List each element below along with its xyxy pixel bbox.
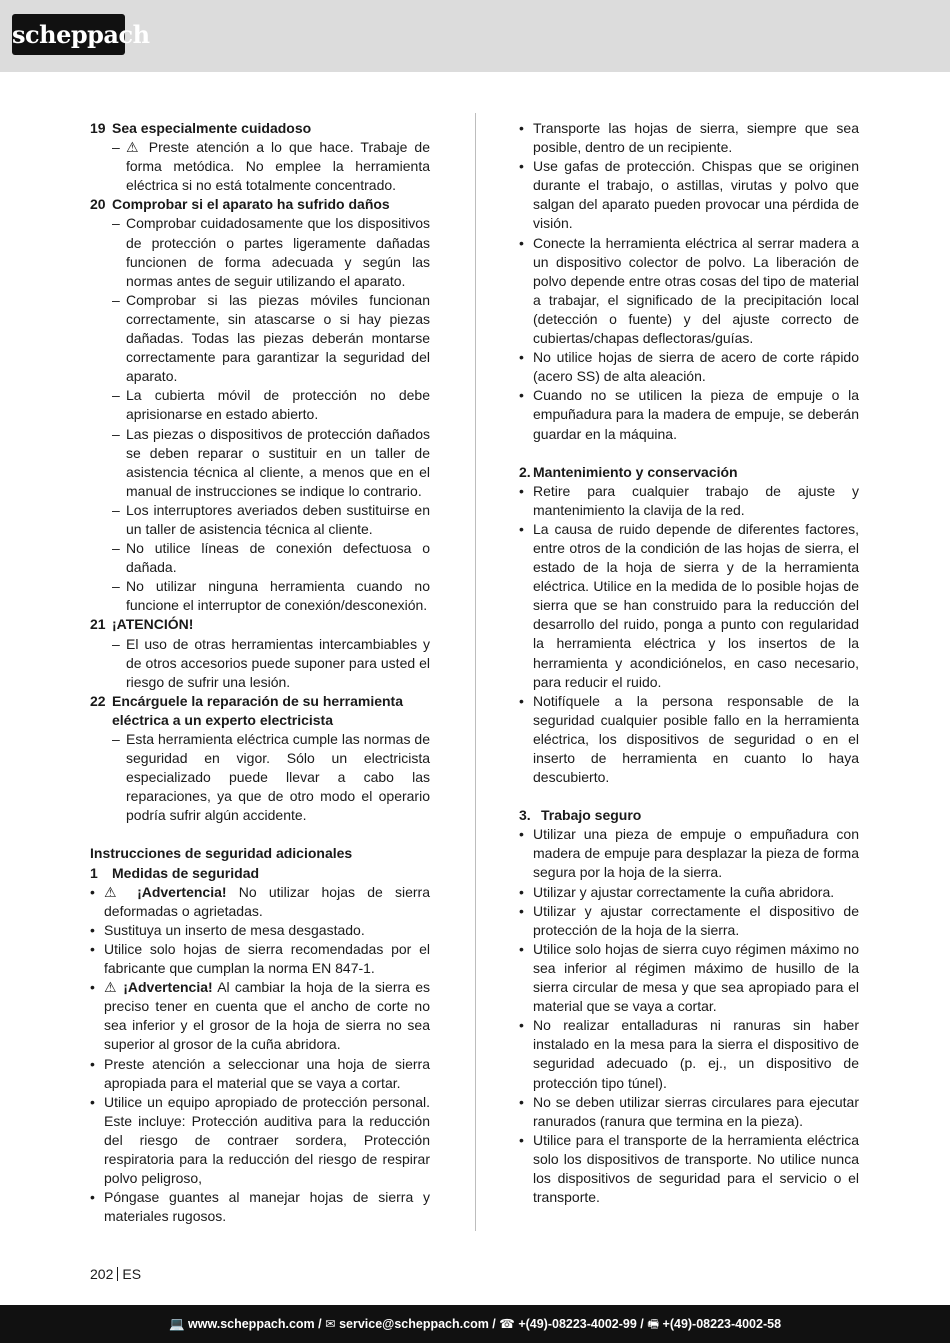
list-item: • Conecte la herramienta eléctrica al serrar madera a un dispositivo colector de polvo. La liberación de polvo depende entre otras cosas del tipo de material a trabajar, el significado de la precipitación local (detección o fuente) y del ajuste correcto de cubiertas/chapas deflectoras/guías.: [519, 234, 859, 347]
section-20-heading: 20 Comprobar si el aparato ha sufrido daños: [90, 196, 390, 213]
list-item: • No se deben utilizar sierras circulares para ejecutar ranurados (ranura que termina en la pieza).: [519, 1093, 859, 1129]
fax-number: +(49)-08223-4002-58: [662, 1317, 782, 1331]
section-1-heading: 1 Medidas de seguridad: [90, 864, 260, 881]
phone-number: +(49)-08223-4002-99: [518, 1317, 637, 1331]
scheppach-logo: scheppach: [12, 14, 125, 55]
section-19-heading: 19 Sea especialmente cuidadoso: [90, 120, 312, 136]
list-item: – No utilizar ninguna herramienta cuando no funcione el interruptor de conexión/desconexión.: [112, 578, 430, 614]
list-item: – ⚠ Preste atención a lo que hace. Trabaje de forma metódica. No emplee la herramienta eléctrica si no está totalmente concentrado.: [112, 139, 430, 194]
computer-icon: 💻: [168, 1317, 185, 1331]
list-item: – Comprobar si las piezas móviles funcionan correctamente, sin atascarse o si hay piezas dañadas. Todas las piezas deberán montarse correctamente para garantizar la seguridad del aparato.: [112, 291, 430, 385]
list-item: • Utilice solo hojas de sierra recomendadas por el fabricante que cumplan la norma EN 847-1.: [90, 940, 430, 977]
list-item: • Utilizar y ajustar correctamente la cuña abridora.: [519, 883, 835, 900]
list-item: – El uso de otras herramientas intercambiables y de otros accesorios puede suponer para usted el riesgo de sufrir una lesión.: [112, 635, 430, 690]
list-item: • Retire para cualquier trabajo de ajuste y mantenimiento la clavija de la red.: [519, 482, 859, 518]
section-21-heading: 21 ¡ATENCIÓN!: [90, 616, 194, 633]
website-link[interactable]: www.scheppach.com: [188, 1317, 315, 1331]
header-bar: [0, 0, 950, 72]
email-link[interactable]: service@scheppach.com: [339, 1317, 489, 1331]
list-item: • Utilice solo hojas de sierra cuyo régimen máximo no sea inferior al régimen máximo de husillo de la sierra circular de mesa y que sea apropiado para el material que se vaya a cortar.: [519, 940, 859, 1015]
warning-label: ⚠ ¡Advertencia!: [104, 979, 213, 996]
section-2-heading: 2. Mantenimiento y conservación: [519, 463, 738, 480]
section-3-heading: 3. Trabajo seguro: [519, 807, 642, 824]
list-item: • La causa de ruido depende de diferentes factores, entre otros de la condición de las hojas de sierra, el estado de la hoja de sierra y de la herramienta eléctrica. Utilice en la medida de lo posible hojas de sierra que se han construido para la reducción del desarrollo del ruido, ponga a punto con regularidad la herramienta eléctrica y los insertos de la herramienta y acondiciónelos, en caso necesario, para reducir el ruido.: [519, 520, 859, 690]
list-item: – La cubierta móvil de protección no debe aprisionarse en estado abierto.: [112, 387, 430, 423]
list-item: • Utilizar y ajustar correctamente el dispositivo de protección de la hoja de la sierra.: [519, 902, 859, 938]
warning-label: ⚠ ¡Advertencia!: [104, 883, 227, 900]
list-item: • Transporte las hojas de sierra, siempre que sea posible, dentro de un recipiente.: [519, 120, 859, 156]
list-item: • ⚠ ¡Advertencia! No utilizar hojas de sierra deformadas o agrietadas.: [90, 883, 430, 919]
list-item: – Los interruptores averiados deben sustituirse en un taller de asistencia técnica al cliente.: [112, 501, 430, 537]
list-item: • Sustituya un inserto de mesa desgastado.: [90, 921, 365, 938]
page-number: 202 ES: [90, 1266, 142, 1282]
right-column: [519, 119, 859, 1207]
list-item: • No utilice hojas de sierra de acero de corte rápido (acero SS) de alta aleación.: [519, 349, 859, 385]
column-divider: [475, 113, 476, 1231]
list-item: • No realizar entalladuras ni ranuras sin haber instalado en la mesa para la sierra el dispositivo de seguridad adecuado (p. ej., un dispositivo de protección tipo túnel).: [519, 1017, 859, 1091]
list-item: • Póngase guantes al manejar hojas de sierra y materiales rugosos.: [90, 1189, 430, 1225]
section-22-heading: 22 Encárguele la reparación de su herramienta eléctrica a un experto electricista: [90, 692, 404, 728]
list-item: – No utilice líneas de conexión defectuosa o dañada.: [112, 540, 430, 576]
list-item: • Utilizar una pieza de empuje o empuñadura con madera de empuje para desplazar la pieza de forma segura por la hoja de la sierra.: [519, 826, 859, 881]
additional-safety-heading: Instrucciones de seguridad adicionales: [90, 845, 353, 862]
list-item: • Utilice un equipo apropiado de protección personal. Este incluye: Protección auditiva para la reducción del riesgo de contraer sordera, Protección respiratoria para la reducción del riesgo de respirar polvo peligroso,: [90, 1093, 430, 1187]
list-item: • Notifíquele a la persona responsable de la seguridad cualquier posible fallo en la herramienta eléctrica, los dispositivos de seguridad o en el inserto de herramienta en cuanto lo haya descubierto.: [519, 692, 859, 786]
list-item: • Utilice para el transporte de la herramienta eléctrica solo los dispositivos de transporte. No utilice nunca los dispositivos de seguridad para el servicio o el transporte.: [519, 1131, 859, 1206]
list-item: – Las piezas o dispositivos de protección dañados se deben reparar o sustituir en un taller de asistencia técnica al cliente, a menos que en el manual de instrucciones se indique lo contrario.: [112, 425, 430, 499]
phone-icon: ☎: [499, 1317, 515, 1331]
list-item: – Esta herramienta eléctrica cumple las normas de seguridad en vigor. Sólo un electricista especializado puede llevar a cabo las reparaciones, ya que de otro modo el operario podría sufrir algún accidente.: [112, 731, 430, 824]
left-column: [90, 119, 430, 1226]
list-item: – Comprobar cuidadosamente que los dispositivos de protección o partes ligeramente dañadas funcionen de forma adecuada y según las normas antes de seguir utilizando el aparato.: [112, 215, 430, 289]
fax-icon: 🖷: [647, 1317, 660, 1331]
list-item: • ⚠ ¡Advertencia! Al cambiar la hoja de la sierra es preciso tener en cuenta que el ancho de corte no sea inferior y el grosor de la hoja de sierra no sea superior al grosor de la cuña abridora.: [90, 979, 430, 1053]
list-item: • Cuando no se utilicen la pieza de empuje o la empuñadura para la madera de empuje, se deberán guardar en la máquina.: [519, 387, 859, 442]
list-item: • Preste atención a seleccionar una hoja de sierra apropiada para el material que se vaya a cortar.: [90, 1055, 430, 1091]
footer-bar: 💻 www.scheppach.com / ✉ service@scheppach.com / ☎ +(49)-08223-4002-99 / 🖷 +(49)-08223-4002-58: [0, 1305, 950, 1343]
mail-icon: ✉: [325, 1317, 336, 1331]
list-item: • Use gafas de protección. Chispas que se originen durante el trabajo, o astillas, virutas y polvo que salgan del aparato pueden provocar una pérdida de visión.: [519, 158, 859, 232]
